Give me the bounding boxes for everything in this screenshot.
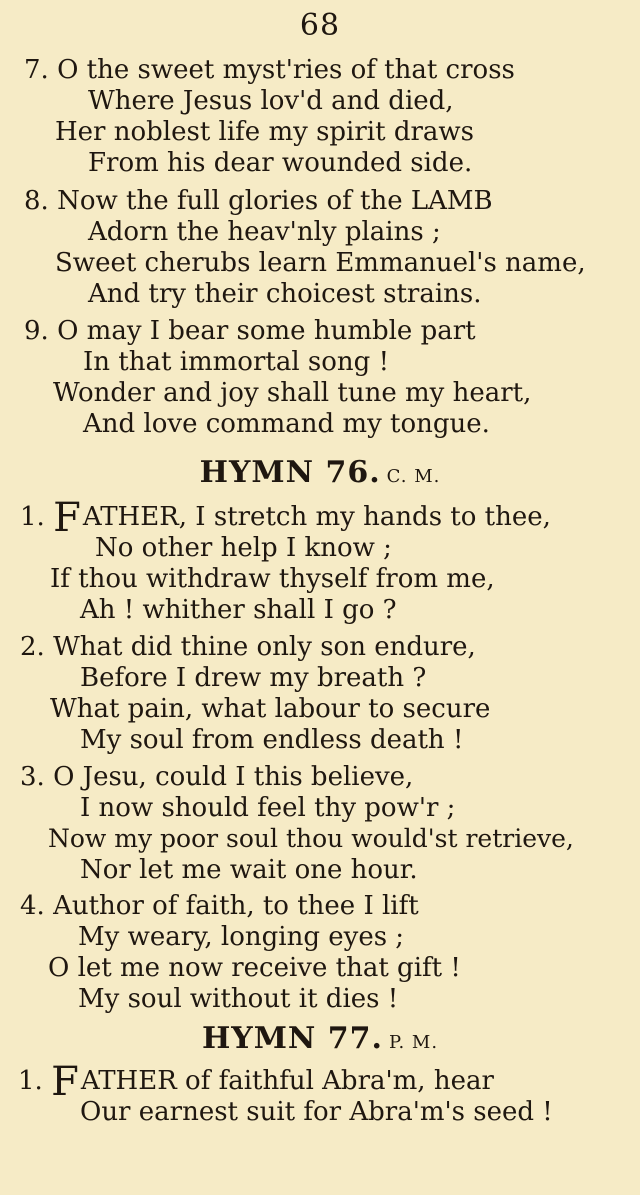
stanza-8-line-2: Adorn the heav'nly plains ;	[88, 217, 441, 247]
page-number: 68	[299, 8, 341, 43]
hymn-title: HYMN 76.	[199, 455, 381, 490]
h77-stanza-1-line-2: Our earnest suit for Abra'm's seed !	[80, 1097, 553, 1127]
stanza-8-line-4: And try their choicest strains.	[88, 279, 482, 309]
h76-stanza-2-line-2: Before I drew my breath ?	[80, 663, 427, 693]
stanza-number: 1.	[20, 502, 45, 532]
h76-stanza-4-line-1: 4. Author of faith, to thee I lift	[20, 891, 419, 921]
stanza-number: 1.	[18, 1066, 43, 1096]
h76-stanza-3-line-4: Nor let me wait one hour.	[80, 855, 418, 885]
h77-stanza-1-line-1: 1. FATHER of faithful Abra'm, hear	[18, 1059, 494, 1105]
stanza-number: 7.	[24, 55, 49, 85]
stanza-7-line-3: Her noblest life my spirit draws	[55, 117, 474, 147]
h76-stanza-4-line-4: My soul without it dies !	[78, 984, 399, 1014]
stanza-7-line-4: From his dear wounded side.	[88, 148, 473, 178]
stanza-9-line-2: In that immortal song !	[83, 347, 390, 377]
stanza-number: 3.	[20, 762, 45, 792]
hymn-76-heading	[0, 456, 640, 494]
h76-stanza-4-line-3: O let me now receive that gift !	[48, 953, 461, 983]
stanza-9-line-1: 9. O may I bear some humble part	[24, 316, 476, 346]
hymn-meter: C. M.	[386, 466, 441, 487]
drop-cap: F	[53, 495, 81, 541]
stanza-8-line-1: 8. Now the full glories of the LAMB	[24, 186, 493, 216]
stanza-number: 9.	[24, 316, 49, 346]
h76-stanza-3-line-1: 3. O Jesu, could I this believe,	[20, 762, 414, 792]
h76-stanza-2-line-1: 2. What did thine only son endure,	[20, 632, 476, 662]
h76-stanza-1-line-1: 1. FATHER, I stretch my hands to thee,	[20, 495, 551, 541]
stanza-number: 4.	[20, 891, 45, 921]
drop-cap: F	[51, 1059, 79, 1105]
stanza-7-line-2: Where Jesus lov'd and died,	[88, 86, 454, 116]
h76-stanza-2-line-3: What pain, what labour to secure	[50, 694, 491, 724]
h76-stanza-4-line-2: My weary, longing eyes ;	[78, 922, 405, 952]
hymn-77-heading	[0, 1022, 640, 1060]
hymn-meter: P. M.	[388, 1032, 439, 1053]
h76-stanza-1-line-3: If thou withdraw thyself from me,	[50, 564, 495, 594]
h76-stanza-3-line-2: I now should feel thy pow'r ;	[80, 793, 456, 823]
stanza-8-line-3: Sweet cherubs learn Emmanuel's name,	[55, 248, 586, 278]
stanza-number: 8.	[24, 186, 49, 216]
stanza-9-line-3: Wonder and joy shall tune my heart,	[53, 378, 532, 408]
hymn-title: HYMN 77.	[201, 1021, 383, 1056]
h76-stanza-3-line-3: Now my poor soul thou would'st retrieve,	[48, 824, 574, 853]
stanza-7-line-1: 7. O the sweet myst'ries of that cross	[24, 55, 515, 85]
h76-stanza-1-line-2: No other help I know ;	[95, 533, 392, 563]
h76-stanza-2-line-4: My soul from endless death !	[80, 725, 464, 755]
stanza-number: 2.	[20, 632, 45, 662]
h76-stanza-1-line-4: Ah ! whither shall I go ?	[80, 595, 397, 625]
stanza-9-line-4: And love command my tongue.	[83, 409, 490, 439]
